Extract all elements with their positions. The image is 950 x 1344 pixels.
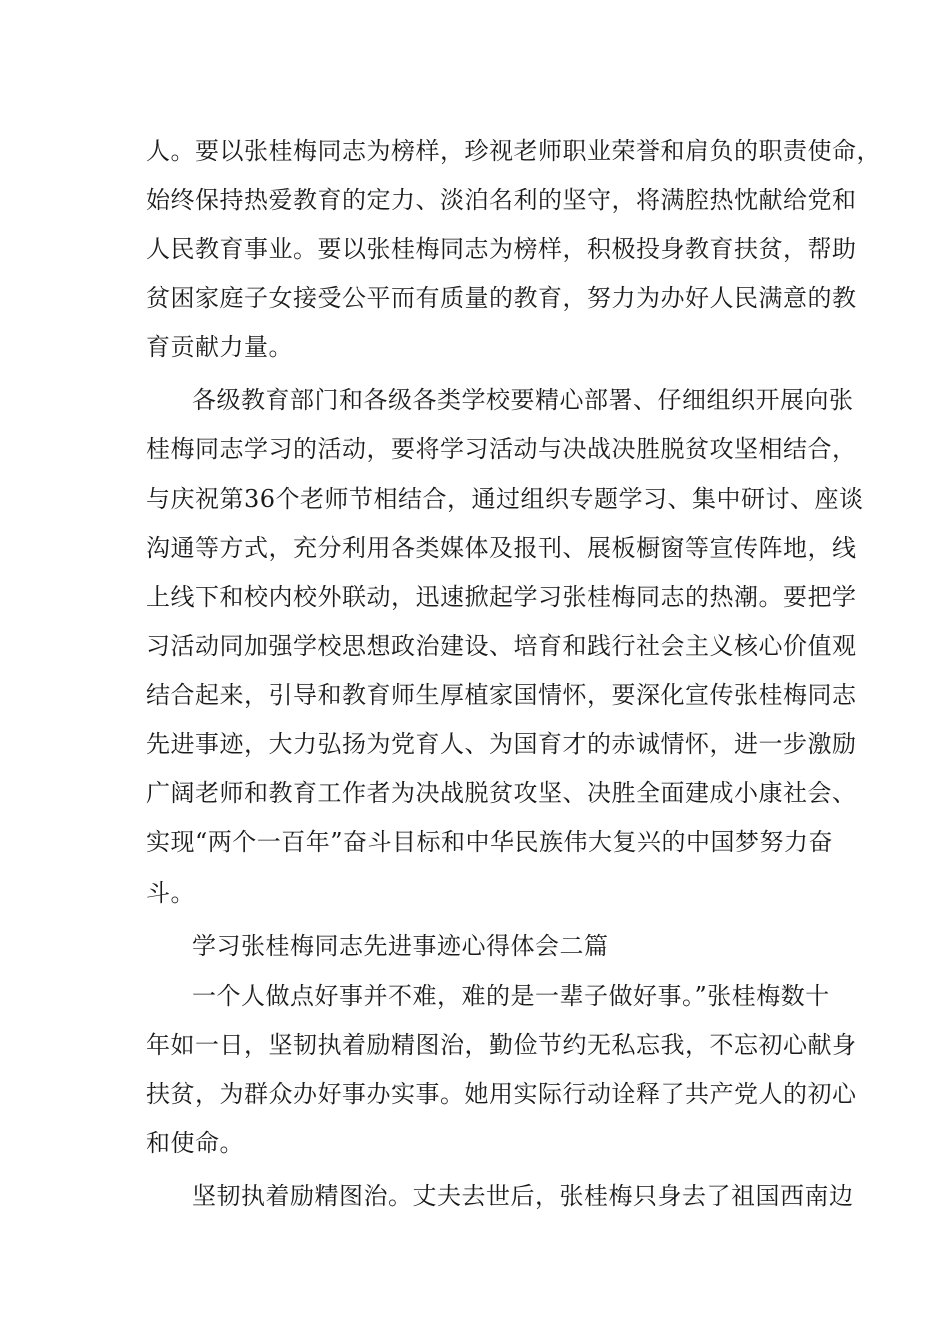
text-line: 和使命。 xyxy=(146,1129,244,1157)
text-line: 先进事迹，大力弘扬为党育人、为国育才的赤诚情怀，进一步激励 xyxy=(146,730,857,758)
text-line: 沟通等方式，充分利用各类媒体及报刊、展板橱窗等宣传阵地，线 xyxy=(146,534,857,562)
text-line: 结合起来，引导和教育师生厚植家国情怀，要深化宣传张桂梅同志 xyxy=(146,681,857,709)
paragraph-start-line: 各级教育部门和各级各类学校要精心部署、仔细组织开展向张 xyxy=(192,386,854,414)
text-line: 育贡献力量。 xyxy=(146,333,293,361)
text-line: 始终保持热爱教育的定力、淡泊名利的坚守，将满腔热忱献给党和 xyxy=(146,186,857,214)
text-line: 年如一日，坚韧执着励精图治，勤俭节约无私忘我，不忘初心献身 xyxy=(146,1031,857,1059)
paragraph-start-line: 坚韧执着励精图治。丈夫去世后，张桂梅只身去了祖国西南边 xyxy=(192,1182,854,1210)
text-line: 广阔老师和教育工作者为决战脱贫攻坚、决胜全面建成小康社会、 xyxy=(146,779,857,807)
text-line: 上线下和校内校外联动，迅速掀起学习张桂梅同志的热潮。要把学 xyxy=(146,583,857,611)
text-line: 扶贫，为群众办好事办实事。她用实际行动诠释了共产党人的初心 xyxy=(146,1080,857,1108)
text-line: 人民教育事业。要以张桂梅同志为榜样，积极投身教育扶贫，帮助 xyxy=(146,235,857,263)
section-heading: 学习张桂梅同志先进事迹心得体会二篇 xyxy=(192,932,609,960)
paragraph-start-line: 一个人做点好事并不难，难的是一辈子做好事。”张桂梅数十 xyxy=(192,982,830,1010)
text-line: 斗。 xyxy=(146,879,195,907)
text-line: 与庆祝第36个老师节相结合，通过组织专题学习、集中研讨、座谈 xyxy=(146,485,864,513)
text-line: 习活动同加强学校思想政治建设、培育和践行社会主义核心价值观 xyxy=(146,632,857,660)
text-line: 实现“两个一百年”奋斗目标和中华民族伟大复兴的中国梦努力奋 xyxy=(146,828,834,856)
text-line: 人。要以张桂梅同志为榜样，珍视老师职业荣誉和肩负的职责使命， xyxy=(146,137,881,165)
text-line: 桂梅同志学习的活动，要将学习活动与决战决胜脱贫攻坚相结合， xyxy=(146,435,857,463)
text-line: 贫困家庭子女接受公平而有质量的教育，努力为办好人民满意的教 xyxy=(146,284,857,312)
